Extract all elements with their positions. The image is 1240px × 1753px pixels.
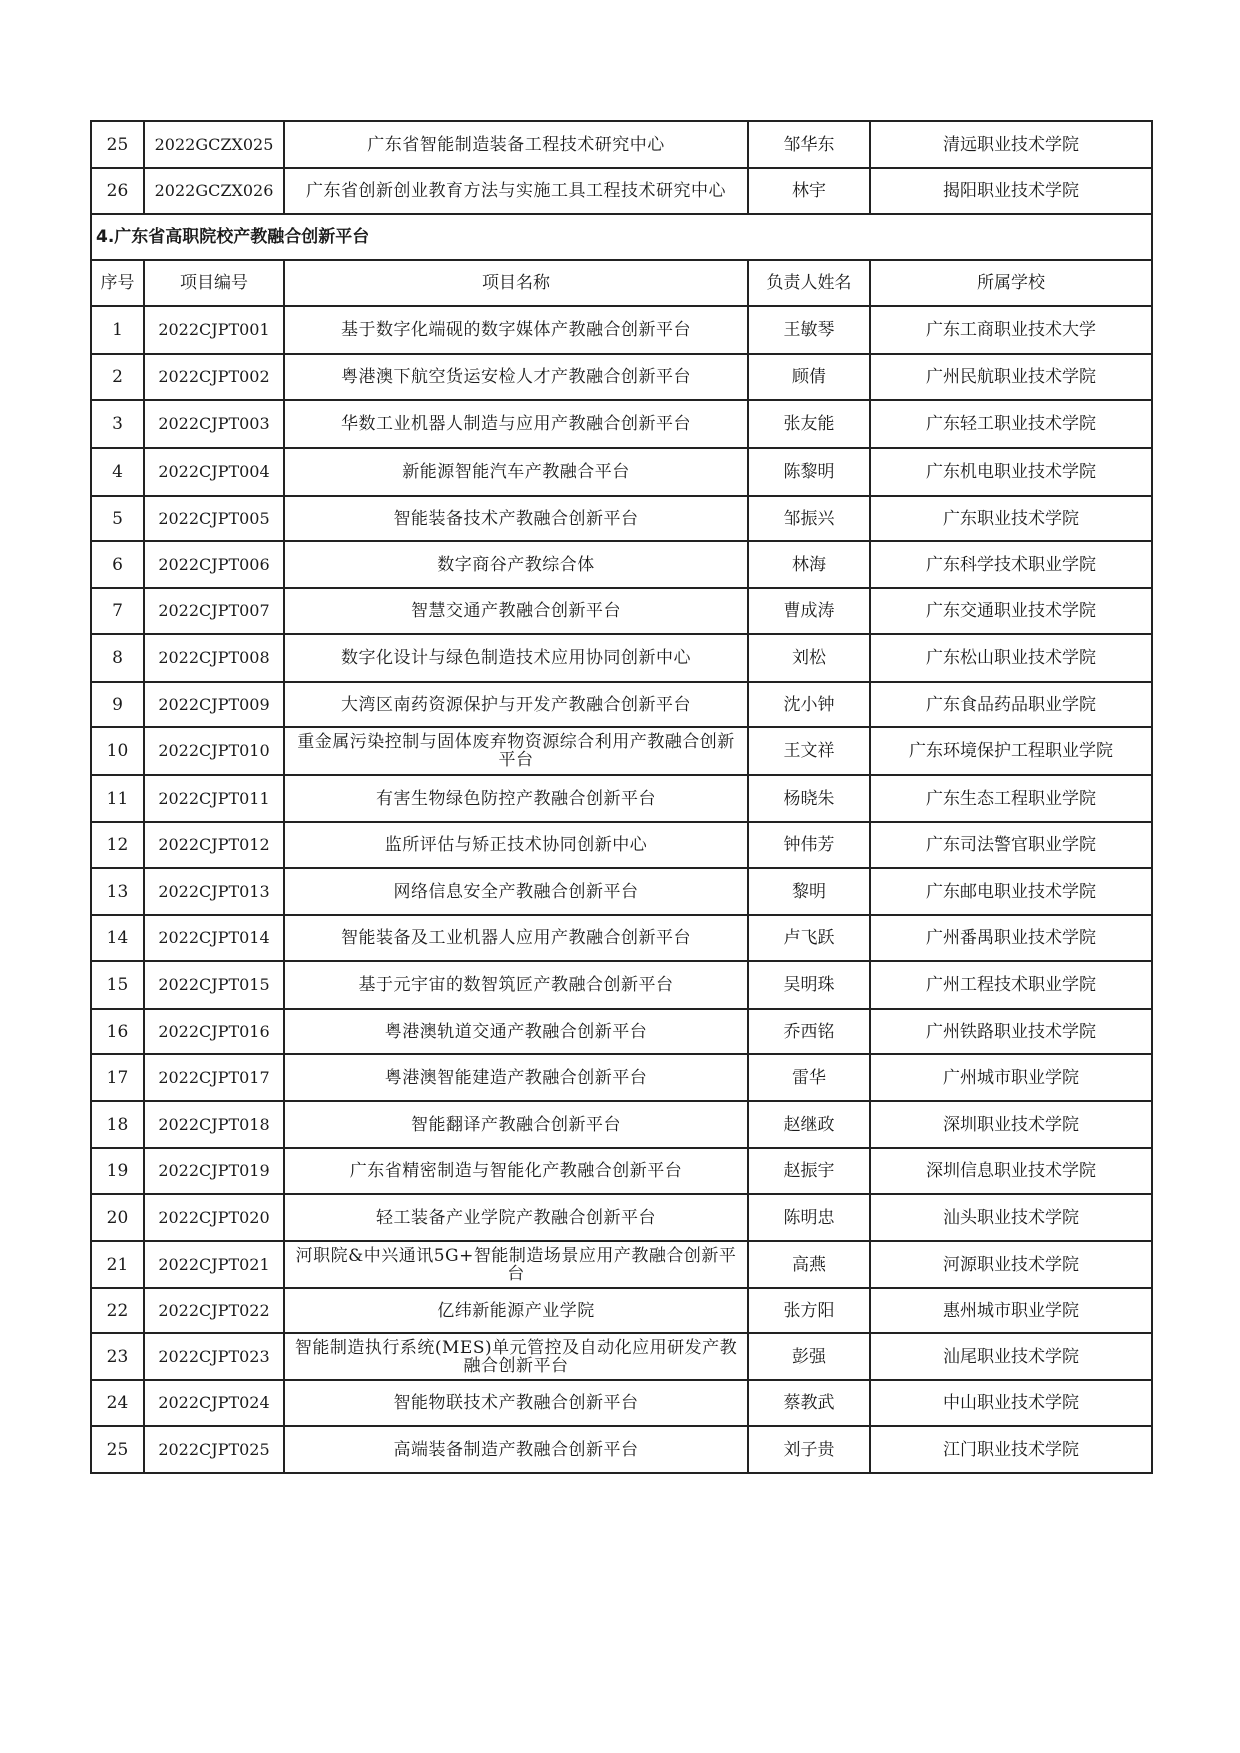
header-row [91, 260, 1152, 306]
person-name: 陈黎明 [748, 448, 870, 496]
person-name: 刘子贵 [748, 1426, 870, 1473]
header-no: 序号 [91, 260, 144, 306]
school-name: 广东食品药品职业学院 [870, 682, 1152, 727]
person-name: 乔西铭 [748, 1009, 870, 1054]
project-name: 智能物联技术产教融合创新平台 [284, 1380, 748, 1426]
project-code: 2022CJPT014 [144, 915, 284, 961]
project-code: 2022CJPT012 [144, 822, 284, 868]
table-row [91, 961, 1152, 1009]
project-code: 2022CJPT001 [144, 306, 284, 354]
row-number: 20 [91, 1194, 144, 1241]
row-number: 23 [91, 1333, 144, 1380]
project-code: 2022CJPT005 [144, 496, 284, 541]
project-code: 2022CJPT017 [144, 1054, 284, 1101]
person-name: 赵继政 [748, 1101, 870, 1148]
project-name: 智能翻译产教融合创新平台 [284, 1101, 748, 1148]
table-row [91, 168, 1152, 214]
project-code: 2022CJPT022 [144, 1288, 284, 1333]
person-name: 林宇 [748, 168, 870, 214]
project-name: 广东省创新创业教育方法与实施工具工程技术研究中心 [284, 168, 748, 214]
school-name: 广东职业技术学院 [870, 496, 1152, 541]
table-row [91, 121, 1152, 168]
table-row [91, 682, 1152, 727]
row-number: 9 [91, 682, 144, 727]
project-code: 2022CJPT006 [144, 541, 284, 588]
person-name: 张方阳 [748, 1288, 870, 1333]
table-row [91, 915, 1152, 961]
project-name: 监所评估与矫正技术协同创新中心 [284, 822, 748, 868]
table-row [91, 1333, 1152, 1380]
header-person: 负责人姓名 [748, 260, 870, 306]
row-number: 15 [91, 961, 144, 1009]
school-name: 广州城市职业学院 [870, 1054, 1152, 1101]
table-row [91, 1101, 1152, 1148]
table-row [91, 727, 1152, 775]
project-name: 华数工业机器人制造与应用产教融合创新平台 [284, 400, 748, 448]
school-name: 广东邮电职业技术学院 [870, 868, 1152, 915]
table-row [91, 868, 1152, 915]
row-number: 19 [91, 1148, 144, 1194]
school-name: 广东交通职业技术学院 [870, 588, 1152, 634]
project-name: 亿纬新能源产业学院 [284, 1288, 748, 1333]
school-name: 广州番禺职业技术学院 [870, 915, 1152, 961]
school-name: 广州铁路职业技术学院 [870, 1009, 1152, 1054]
row-number: 17 [91, 1054, 144, 1101]
main-rows [91, 306, 1152, 1473]
person-name: 张友能 [748, 400, 870, 448]
project-name: 数字化设计与绿色制造技术应用协同创新中心 [284, 634, 748, 682]
project-code: 2022CJPT011 [144, 775, 284, 822]
header-name: 项目名称 [284, 260, 748, 306]
table-row [91, 1426, 1152, 1473]
row-number: 13 [91, 868, 144, 915]
row-number: 4 [91, 448, 144, 496]
project-code: 2022CJPT009 [144, 682, 284, 727]
project-name: 粤港澳下航空货运安检人才产教融合创新平台 [284, 354, 748, 400]
school-name: 广东生态工程职业学院 [870, 775, 1152, 822]
school-name: 清远职业技术学院 [870, 121, 1152, 168]
table-row [91, 1148, 1152, 1194]
table-row [91, 496, 1152, 541]
table-row [91, 1241, 1152, 1288]
top-rows [91, 121, 1152, 214]
project-code: 2022CJPT021 [144, 1241, 284, 1288]
project-name: 粤港澳轨道交通产教融合创新平台 [284, 1009, 748, 1054]
person-name: 邹振兴 [748, 496, 870, 541]
project-code: 2022CJPT025 [144, 1426, 284, 1473]
school-name: 江门职业技术学院 [870, 1426, 1152, 1473]
table-row [91, 634, 1152, 682]
person-name: 沈小钟 [748, 682, 870, 727]
school-name: 揭阳职业技术学院 [870, 168, 1152, 214]
project-name: 智能制造执行系统(MES)单元管控及自动化应用研发产教融合创新平台 [284, 1333, 748, 1380]
row-number: 25 [91, 121, 144, 168]
school-name: 中山职业技术学院 [870, 1380, 1152, 1426]
school-name: 广东机电职业技术学院 [870, 448, 1152, 496]
project-name: 智慧交通产教融合创新平台 [284, 588, 748, 634]
row-number: 16 [91, 1009, 144, 1054]
person-name: 雷华 [748, 1054, 870, 1101]
table-row [91, 588, 1152, 634]
person-name: 林海 [748, 541, 870, 588]
person-name: 曹成涛 [748, 588, 870, 634]
section-title: 4.广东省高职院校产教融合创新平台 [91, 214, 1152, 260]
school-name: 深圳信息职业技术学院 [870, 1148, 1152, 1194]
project-name: 轻工装备产业学院产教融合创新平台 [284, 1194, 748, 1241]
project-name: 广东省精密制造与智能化产教融合创新平台 [284, 1148, 748, 1194]
school-name: 广东科学技术职业学院 [870, 541, 1152, 588]
project-code: 2022CJPT010 [144, 727, 284, 775]
row-number: 26 [91, 168, 144, 214]
row-number: 6 [91, 541, 144, 588]
person-name: 卢飞跃 [748, 915, 870, 961]
project-code: 2022GCZX026 [144, 168, 284, 214]
person-name: 彭强 [748, 1333, 870, 1380]
person-name: 黎明 [748, 868, 870, 915]
row-number: 8 [91, 634, 144, 682]
table-row [91, 775, 1152, 822]
person-name: 刘松 [748, 634, 870, 682]
project-name: 新能源智能汽车产教融合平台 [284, 448, 748, 496]
school-name: 汕头职业技术学院 [870, 1194, 1152, 1241]
project-code: 2022CJPT004 [144, 448, 284, 496]
school-name: 广东松山职业技术学院 [870, 634, 1152, 682]
person-name: 王文祥 [748, 727, 870, 775]
project-code: 2022CJPT003 [144, 400, 284, 448]
row-number: 10 [91, 727, 144, 775]
project-table [90, 120, 1153, 1474]
table-row [91, 306, 1152, 354]
row-number: 18 [91, 1101, 144, 1148]
project-name: 粤港澳智能建造产教融合创新平台 [284, 1054, 748, 1101]
row-number: 12 [91, 822, 144, 868]
project-name: 网络信息安全产教融合创新平台 [284, 868, 748, 915]
row-number: 21 [91, 1241, 144, 1288]
project-code: 2022CJPT015 [144, 961, 284, 1009]
project-name: 基于元宇宙的数智筑匠产教融合创新平台 [284, 961, 748, 1009]
table-row [91, 1009, 1152, 1054]
person-name: 陈明忠 [748, 1194, 870, 1241]
project-code: 2022CJPT020 [144, 1194, 284, 1241]
project-name: 重金属污染控制与固体废弃物资源综合利用产教融合创新平台 [284, 727, 748, 775]
person-name: 赵振宇 [748, 1148, 870, 1194]
school-name: 深圳职业技术学院 [870, 1101, 1152, 1148]
table-row [91, 400, 1152, 448]
project-code: 2022CJPT018 [144, 1101, 284, 1148]
project-name: 河职院&中兴通讯5G+智能制造场景应用产教融合创新平台 [284, 1241, 748, 1288]
table-row [91, 1194, 1152, 1241]
school-name: 惠州城市职业学院 [870, 1288, 1152, 1333]
project-code: 2022CJPT013 [144, 868, 284, 915]
project-name: 广东省智能制造装备工程技术研究中心 [284, 121, 748, 168]
person-name: 顾倩 [748, 354, 870, 400]
person-name: 高燕 [748, 1241, 870, 1288]
row-number: 1 [91, 306, 144, 354]
row-number: 14 [91, 915, 144, 961]
table-row [91, 1054, 1152, 1101]
table-row [91, 822, 1152, 868]
header-code: 项目编号 [144, 260, 284, 306]
person-name: 杨晓朱 [748, 775, 870, 822]
table-row [91, 1288, 1152, 1333]
row-number: 11 [91, 775, 144, 822]
table-row [91, 354, 1152, 400]
project-code: 2022GCZX025 [144, 121, 284, 168]
school-name: 广州民航职业技术学院 [870, 354, 1152, 400]
project-code: 2022CJPT023 [144, 1333, 284, 1380]
table-row [91, 541, 1152, 588]
project-code: 2022CJPT019 [144, 1148, 284, 1194]
school-name: 汕尾职业技术学院 [870, 1333, 1152, 1380]
project-name: 基于数字化端砚的数字媒体产教融合创新平台 [284, 306, 748, 354]
header-school: 所属学校 [870, 260, 1152, 306]
row-number: 22 [91, 1288, 144, 1333]
project-code: 2022CJPT016 [144, 1009, 284, 1054]
person-name: 邹华东 [748, 121, 870, 168]
school-name: 广东轻工职业技术学院 [870, 400, 1152, 448]
school-name: 广州工程技术职业学院 [870, 961, 1152, 1009]
project-code: 2022CJPT007 [144, 588, 284, 634]
row-number: 5 [91, 496, 144, 541]
row-number: 24 [91, 1380, 144, 1426]
project-name: 高端装备制造产教融合创新平台 [284, 1426, 748, 1473]
project-name: 数字商谷产教综合体 [284, 541, 748, 588]
school-name: 河源职业技术学院 [870, 1241, 1152, 1288]
project-name: 智能装备技术产教融合创新平台 [284, 496, 748, 541]
project-code: 2022CJPT024 [144, 1380, 284, 1426]
person-name: 蔡教武 [748, 1380, 870, 1426]
project-name: 有害生物绿色防控产教融合创新平台 [284, 775, 748, 822]
person-name: 钟伟芳 [748, 822, 870, 868]
row-number: 2 [91, 354, 144, 400]
table-row [91, 1380, 1152, 1426]
school-name: 广东环境保护工程职业学院 [870, 727, 1152, 775]
person-name: 王敏琴 [748, 306, 870, 354]
section-body [91, 214, 1152, 306]
project-name: 大湾区南药资源保护与开发产教融合创新平台 [284, 682, 748, 727]
project-code: 2022CJPT002 [144, 354, 284, 400]
table-row [91, 448, 1152, 496]
project-code: 2022CJPT008 [144, 634, 284, 682]
school-name: 广东工商职业技术大学 [870, 306, 1152, 354]
project-name: 智能装备及工业机器人应用产教融合创新平台 [284, 915, 748, 961]
row-number: 7 [91, 588, 144, 634]
school-name: 广东司法警官职业学院 [870, 822, 1152, 868]
row-number: 25 [91, 1426, 144, 1473]
person-name: 吴明珠 [748, 961, 870, 1009]
row-number: 3 [91, 400, 144, 448]
section-row [91, 214, 1152, 260]
